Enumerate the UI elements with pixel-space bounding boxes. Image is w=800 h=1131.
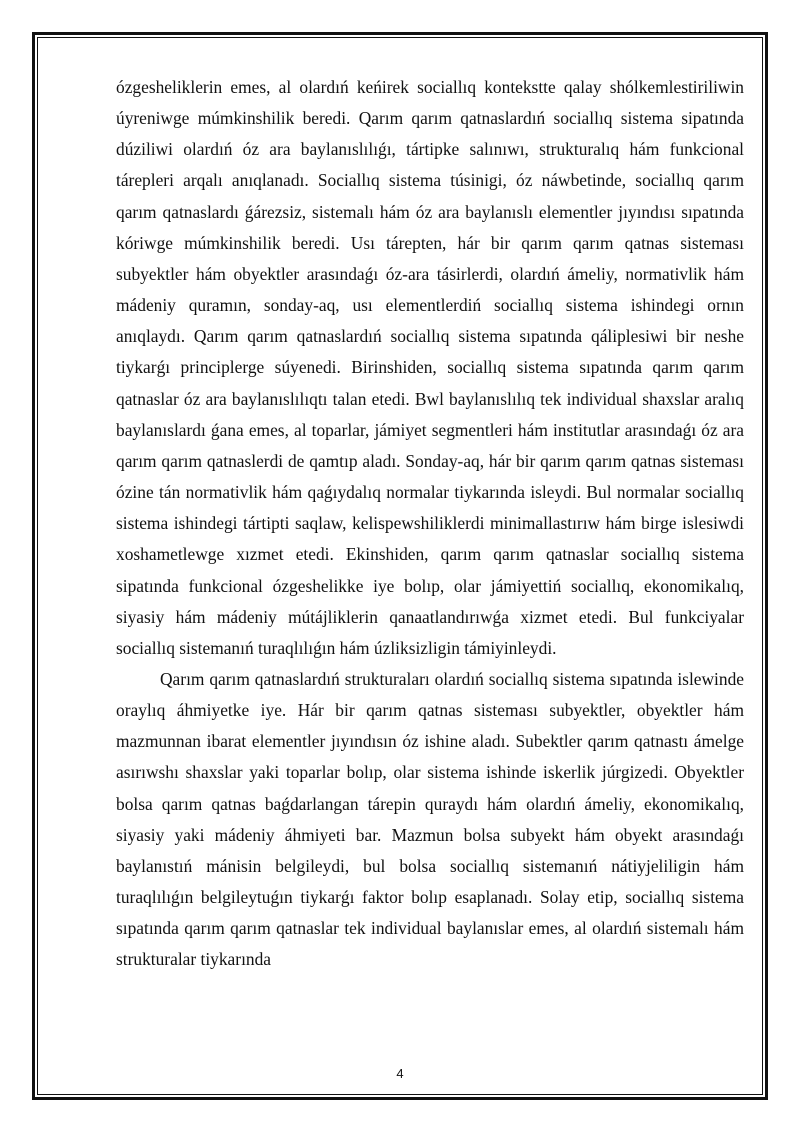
document-body <box>116 72 744 976</box>
paragraph-2: Qarım qarım qatnaslardıń strukturaları olardıń sociallıq sistema sıpatında islewinde oraylıq áhmiyetke iye. Hár bir qarım qatnas sisteması subyektler, obyektler hám mazmunnan ibarat elementler jıyındısın óz ishine aladı. Subektler qarım qatnastı ámelge asırıwshı shaxslar yaki toparlar bolıp, olar sistema ishinde iskerlik júrgizedi. Obyektler bolsa qarım qatnas baǵdarlangan tárepin quraydı hám olardıń ámeliy, ekonomikalıq, siyasiy yaki mádeniy áhmiyeti bar. Mazmun bolsa subyekt hám obyekt arasındaǵı baylanıstıń mánisin belgileydi, bul bolsa sociallıq sistemanıń nátiyjeliligin hám turaqlılıǵın belgileytuǵın tiykarǵı faktor bolıp esaplanadı. Solay etip, sociallıq sistema sıpatında qarım qarım qatnaslar tek individual baylanıslar emes, al olardıń sistemalı hám strukturalar tiykarında <box>116 668 744 970</box>
paragraph-1: ózgesheliklerin emes, al olardıń keńirek sociallıq kontekstte qalay shólkemlestiriliwin úyreniwge múmkinshilik beredi. Qarım qarım qatnaslardıń sociallıq sistema sipatında dúziliwi olardıń óz ara baylanıslılıǵı, tártipke salınıwı, strukturalıq hám funkcional tárepleri arqalı anıqlanadı. Sociallıq sistema túsinigi, óz náwbetinde, sociallıq qarım qarım qatnaslardı ǵárezsiz, sistemalı hám óz ara baylanıslı elementler jıyındısı sıpatında kóriwge múmkinshilik beredi. Usı tárepten, hár bir qarım qarım qatnas sisteması subyektler hám obyektler arasındaǵı óz-ara tásirlerdi, olardıń ámeliy, normativlik hám mádeniy quramın, sonday-aq, usı elementlerdiń sociallıq sistema ishindegi ornın anıqlaydı. Qarım qarım qatnaslardıń sociallıq sistema sıpatında qáliplesiwi bir neshe tiykarǵı principlerge súyenedi. Birinshiden, sociallıq sistema sıpatında qarım qarım qatnaslar óz ara baylanıslılıqtı talan etedi. Bwl baylanıslılıq tek individual shaxslar aralıq baylanıslardı ǵana emes, al toparlar, jámiyet segmentleri hám institutlar arasındaǵı óz ara qarım qarım qatnaslerdi de qamtıp aladı. Sonday-aq, hár bir qarım qarım qatnas sisteması ózine tán normativlik hám qaǵıydalıq normalar tiykarında isleydi. Bul normalar sociallıq sistema ishindegi tártipti saqlaw, kelispewshiliklerdi minimallastırıw hám birge islesiwdi xoshametlewge xızmet etedi. Ekinshiden, qarım qarım qatnaslar sociallıq sistema sipatında funkcional ózgeshelikke iye bolıp, olar jámiyettiń sociallıq, ekonomikalıq, siyasiy hám mádeniy mútájliklerin qanaatlandırıwǵa xizmet etedi. Bul funkciyalar sociallıq sistemanıń turaqlılıǵın hám úzliksizligin támiyinleydi. <box>116 77 744 658</box>
page-number: 4 <box>396 1066 404 1081</box>
